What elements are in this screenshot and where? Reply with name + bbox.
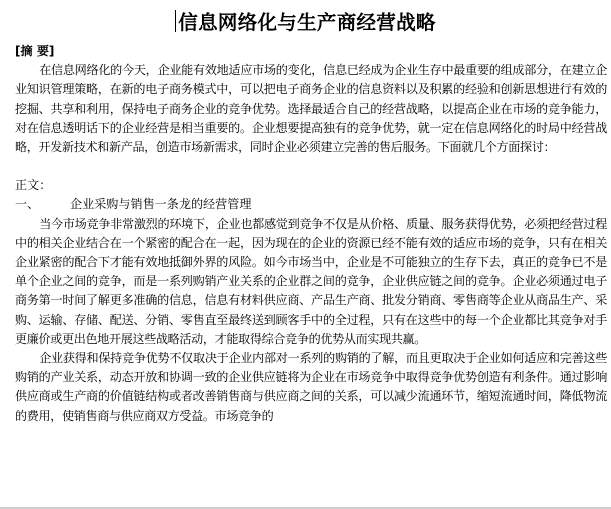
title-row	[0, 7, 611, 35]
body-paragraph-2: 企业获得和保持竞争优势不仅取决于企业内部对一系列的购销的了解，而且更取决于企业如何适应和完善这些购销的产业关系，动态开放和协调一致的企业供应链将为企业在市场竞争中取得竞争优势创造有利条件。通过影响供应商或生产商的价值链结构或者改善销售商与供应商之间的关系，可以减少流通环节，缩短流通时间，降低物流的费用，使销售商与供应商双方受益。市场竞争的	[15, 351, 607, 423]
document-title: 信息网络化与生产商经营战略	[178, 11, 436, 34]
abstract-paragraph: 在信息网络化的今天，企业能有效地适应市场的变化，信息已经成为企业生存中最重要的组成部分，在建立企业知识管理策略，在新的电子商务模式中，可以把电子商务企业的信息资料以及积累的经验和创新思想进行有效的挖掘、共享和利用，保持电子商务企业的竞争优势。选择最适合自己的经营战略，以提高企业在市场的竞争能力，对在信息透明话下的企业经营是相当重要的。企业想要提高独有的竞争优势，就一定在信息网络化的时局中经营战略，开发新技术和新产品，创造市场新需求，同时企业必须建立完善的售后服务。下面就几个方面探讨：	[15, 63, 607, 155]
section-heading	[15, 195, 607, 214]
body-label: 正文：	[15, 178, 52, 193]
body-paragraph-1: 当今市场竞争非常激烈的环境下，企业也都感觉到竞争不仅是从价格、质量、服务获得优势，必须把经营过程中的相关企业结合在一个紧密的配合在一起，因为现在的企业的资源已经不能有效的适应市场的竞争，只有在相关企业紧密的配合下才能有效地抵御外界的风险。如今市场当中，企业是不可能独立的生存下去，真正的竞争已不是单个企业之间的竞争，而是一系列购销产业关系的企业群之间的竞争，企业供应链之间的竞争。企业必须通过电子商务第一时间了解更多准确的信息，信息有材料供应商、产品生产商、批发分销商、零售商等企业从商品生产、采购、运输、存储、配送、分销、零售直至最终送到顾客手中的全过程，只有在这些中的每一个企业都比其竞争对手更廉价或更出色地开展这些战略活动，才能取得综合竞争的优势从而实现共赢。	[15, 216, 607, 346]
section-title: 企业采购与销售一条龙的经营管理	[70, 197, 252, 212]
abstract-label: [摘 要]	[15, 44, 55, 58]
document-body	[15, 42, 607, 426]
blank-line	[15, 157, 607, 176]
text-cursor	[175, 10, 176, 32]
section-number: 一、	[15, 197, 40, 212]
